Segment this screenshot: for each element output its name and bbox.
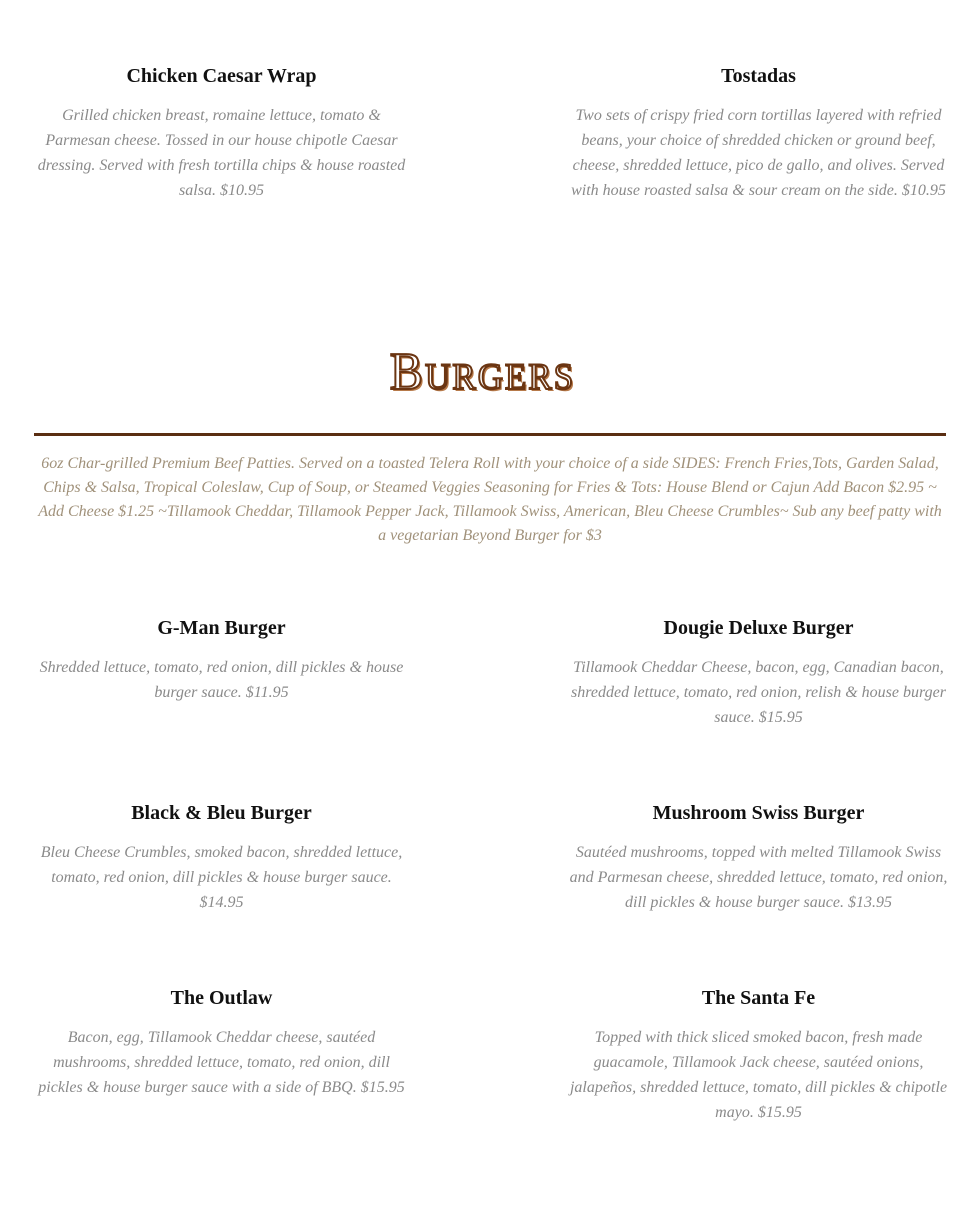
menu-item-description: Bacon, egg, Tillamook Cheddar cheese, sautéed mushrooms, shredded lettuce, tomato, red onion, dill pickles & house burger sauce with a side of BBQ. $15.95 bbox=[38, 1029, 405, 1096]
menu-item-mushroom-swiss-burger bbox=[568, 801, 949, 915]
menu-item-description: Shredded lettuce, tomato, red onion, dill pickles & house burger sauce. $11.95 bbox=[39, 659, 404, 701]
menu-item-black-bleu-burger bbox=[34, 801, 409, 915]
menu-item-g-man-burger bbox=[34, 616, 409, 705]
menu-item-description: Sautéed mushrooms, topped with melted Tillamook Swiss and Parmesan cheese, shredded lettuce, tomato, red onion, dill pickles & house burger sauce. $13.95 bbox=[569, 844, 948, 911]
menu-item-title: Mushroom Swiss Burger bbox=[652, 802, 865, 824]
menu-item-title: Dougie Deluxe Burger bbox=[663, 617, 854, 639]
menu-item-the-santa-fe bbox=[568, 986, 949, 1125]
menu-item-title: The Santa Fe bbox=[701, 987, 816, 1009]
section-divider bbox=[34, 433, 946, 436]
section-intro: 6oz Char-grilled Premium Beef Patties. Served on a toasted Telera Roll with your choice of a side SIDES: French Fries,Tots, Garden Salad, Chips & Salsa, Tropical Coleslaw, Cup of Soup, or Steamed Veggies Seasoning for Fries & Tots: House Blend or Cajun Add Bacon $2.95 ~ Add Cheese $1.25 ~Tillamook Cheddar, Tillamook Pepper Jack, Tillamook Swiss, American, Bleu Cheese Crumbles~ Sub any beef patty with a vegetarian Beyond Burger for $3 bbox=[38, 455, 942, 544]
menu-item-chicken-caesar-wrap bbox=[34, 64, 409, 203]
menu-item-dougie-deluxe-burger bbox=[568, 616, 949, 730]
menu-item-description: Tillamook Cheddar Cheese, bacon, egg, Canadian bacon, shredded lettuce, tomato, red onion, relish & house burger sauce. $15.95 bbox=[571, 659, 946, 726]
menu-item-title: The Outlaw bbox=[170, 987, 273, 1009]
menu-item-title: Black & Bleu Burger bbox=[131, 802, 312, 824]
menu-item-description: Bleu Cheese Crumbles, smoked bacon, shredded lettuce, tomato, red onion, dill pickles & house burger sauce. $14.95 bbox=[40, 844, 403, 911]
menu-item-the-outlaw bbox=[34, 986, 409, 1100]
menu-item-description: Two sets of crispy fried corn tortillas layered with refried beans, your choice of shredded chicken or ground beef, cheese, shredded lettuce, pico de gallo, and olives. Served with house roasted salsa & sour cream on the side. $10.95 bbox=[571, 107, 946, 199]
menu-item-description: Grilled chicken breast, romaine lettuce, tomato & Parmesan cheese. Tossed in our house chipotle Caesar dressing. Served with fresh tortilla chips & house roasted salsa. $10.95 bbox=[37, 107, 406, 199]
menu-item-title: Chicken Caesar Wrap bbox=[126, 65, 317, 87]
section-title-burgers: Burgers bbox=[389, 341, 576, 401]
menu-item-title: G-Man Burger bbox=[157, 617, 286, 639]
menu-item-title: Tostadas bbox=[721, 65, 796, 87]
menu-item-tostadas bbox=[568, 64, 949, 203]
menu-item-description: Topped with thick sliced smoked bacon, fresh made guacamole, Tillamook Jack cheese, sautéed onions, jalapeños, shredded lettuce, tomato, dill pickles & chipotle mayo. $15.95 bbox=[569, 1029, 948, 1121]
